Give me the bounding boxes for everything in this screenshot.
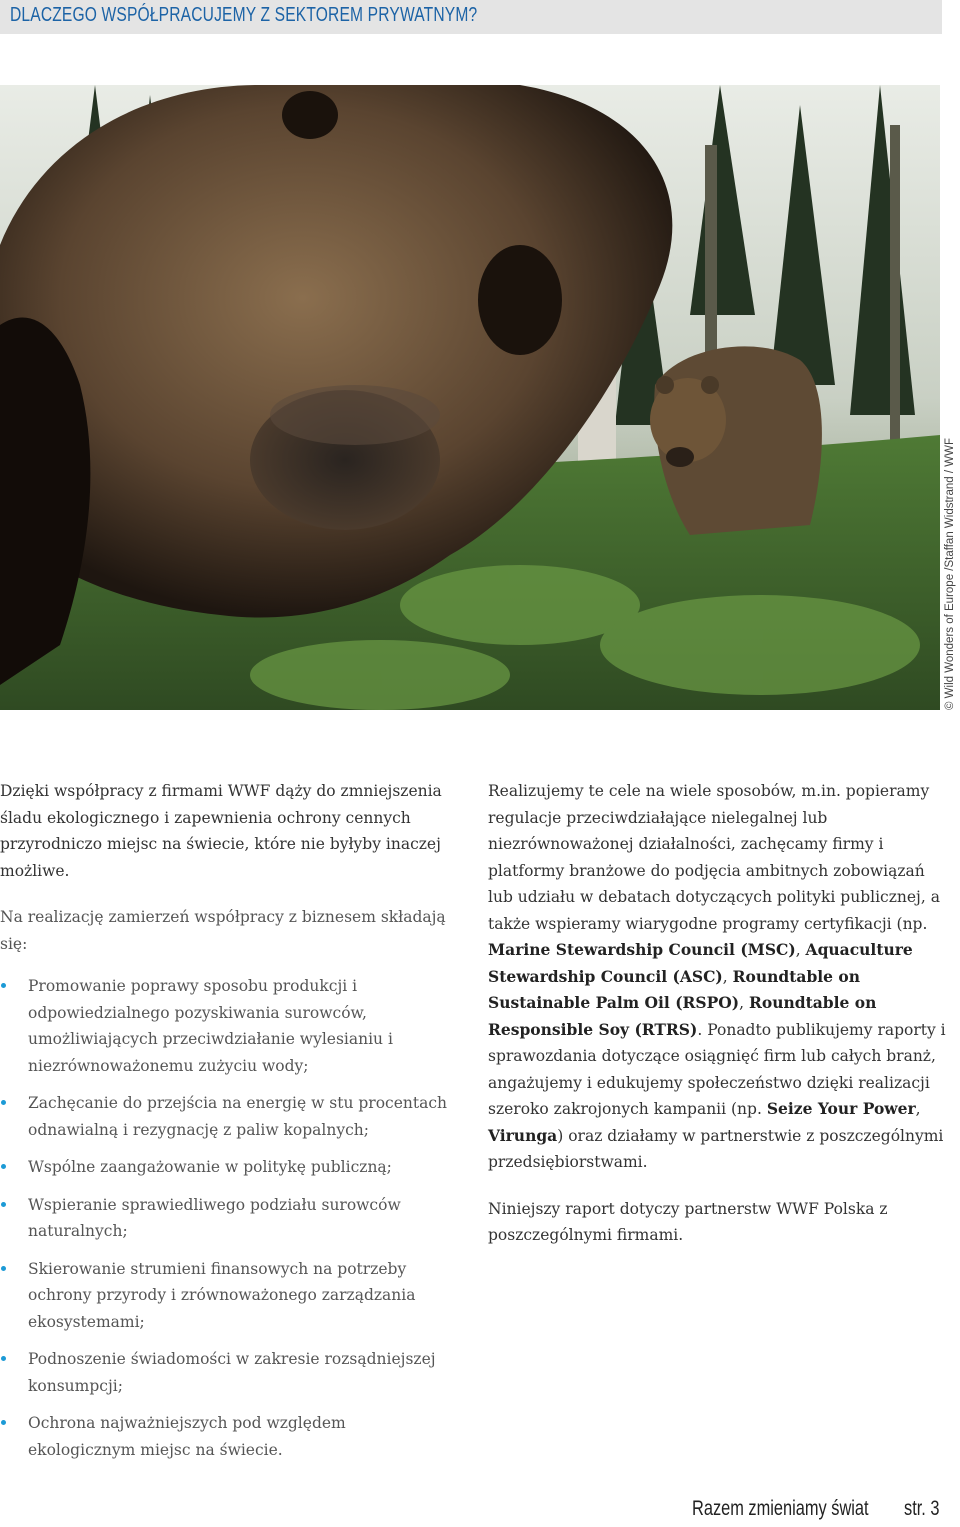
separator: , — [739, 994, 749, 1012]
report-note: Niniejszy raport dotyczy partnerstw WWF Polska z poszczególnymi firmami. — [488, 1199, 888, 1244]
separator: , — [915, 1100, 921, 1118]
list-item — [0, 1410, 455, 1463]
methods-text: ) oraz działamy w partnerstwie z poszczególnymi przedsiębiorstwami. — [488, 1126, 944, 1171]
list-item — [0, 1192, 455, 1245]
list-item — [0, 1256, 455, 1336]
right-column — [488, 778, 948, 1249]
footer-title: Razem zmieniamy świat — [692, 1497, 869, 1520]
separator: , — [722, 967, 733, 986]
methods-text: Realizujemy te cele na wiele sposobów, m.in. popieramy regulacje przeciwdziałające nielegalnej lub niezrównoważonej działalności, zachęcamy firmy i platformy branżowe do podjęcia ambitnych zobowiązań lub udziału w debatach dotyczących polityki publicznej, a także wspieramy wiarygodne programy certyfikacji (np. — [488, 782, 940, 933]
separator: , — [795, 941, 806, 959]
methods-text: . Ponadto publikujemy raporty i sprawozdania dotyczące osiągnięć firm lub całych branż, angażujemy i edukujemy społeczeństwo dzięki realizacji szeroko zakrojonych kampanii (np. — [488, 1020, 946, 1118]
intro-paragraph: Dzięki współpracy z firmami WWF dąży do zmniejszenia śladu ekologicznego i zapewnienia ochrony cennych przyrodniczo miejsc na świecie, które nie byłyby inaczej możliwe. — [0, 782, 442, 880]
asc-name: Aquaculture Stewardship Council (ASC) — [488, 940, 913, 986]
list-item-text: Skierowanie strumieni finansowych na potrzeby ochrony przyrody i zrównoważonego zarządzania ekosystemami; — [28, 1259, 416, 1331]
campaign-seize-your-power: Seize Your Power — [766, 1099, 916, 1118]
list-item-text: Ochrona najważniejszych pod względem ekologicznym miejsc na świecie. — [28, 1414, 346, 1459]
page-title: DLACZEGO WSPÓŁPRACUJEMY Z SEKTOREM PRYWATNYM? — [10, 4, 478, 26]
rtrs-name: Roundtable on Responsible Soy (RTRS) — [488, 993, 877, 1039]
goals-list — [0, 973, 455, 1463]
campaign-virunga: Virunga — [488, 1125, 558, 1145]
list-item — [0, 973, 455, 1079]
header-bar — [0, 0, 942, 34]
list-item — [0, 1346, 455, 1399]
list-item-text: Wspólne zaangażowanie w politykę publiczną; — [28, 1158, 392, 1176]
bullet-icon — [1, 1164, 6, 1169]
list-item — [0, 1090, 455, 1143]
list-item-text: Podnoszenie świadomości w zakresie rozsądniejszej konsumpcji; — [28, 1350, 436, 1395]
rspo-name: Roundtable on Sustainable Palm Oil (RSPO) — [488, 966, 861, 1012]
photo-credit-text: © Wild Wonders of Europe /Staffan Widstrand / WWF — [944, 437, 956, 710]
bullet-icon — [1, 1420, 6, 1425]
photo-credit — [944, 437, 958, 711]
left-column — [0, 778, 455, 1474]
bear-photo — [0, 85, 940, 710]
msc-name: Marine Stewardship Council (MSC) — [488, 940, 796, 959]
methods-paragraph — [488, 778, 948, 1176]
bullet-icon — [1, 1100, 6, 1105]
bullet-icon — [1, 1266, 6, 1271]
list-item-text: Zachęcanie do przejścia na energię w stu procentach odnawialną i rezygnację z paliw kopalnych; — [28, 1094, 448, 1139]
goals-intro: Na realizację zamierzeń współpracy z biznesem składają się: — [0, 908, 446, 953]
list-item-text: Promowanie poprawy sposobu produkcji i odpowiedzialnego pozyskiwania surowców, umożliwiających przeciwdziałanie wylesianiu i niezrównoważonemu zużyciu wody; — [28, 977, 393, 1075]
page-number: str. 3 — [904, 1497, 940, 1520]
list-item-text: Wspieranie sprawiedliwego podziału surowców naturalnych; — [28, 1195, 401, 1240]
bullet-icon — [1, 983, 6, 988]
list-item — [0, 1154, 455, 1181]
bullet-icon — [1, 1202, 6, 1207]
bullet-icon — [1, 1356, 6, 1361]
